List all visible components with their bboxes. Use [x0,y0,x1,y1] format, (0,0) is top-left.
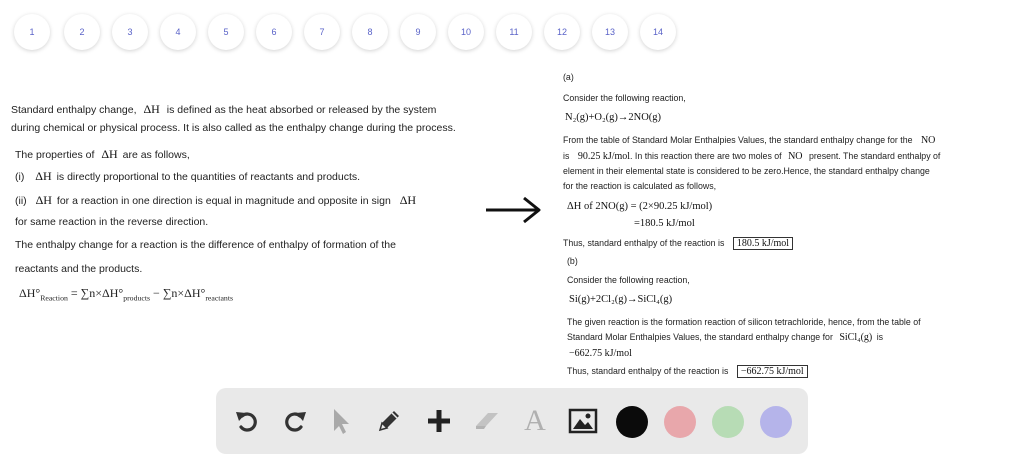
solution-b-line-1: The given reaction is the formation reaction of silicon tetrachloride, hence, from the table of [567,317,921,327]
redo-button[interactable] [278,404,312,438]
answer-a-box: 180.5 kJ/mol [733,237,793,250]
part-a-label: (a) [563,72,574,82]
add-button[interactable] [422,404,456,438]
eraser-icon [472,408,502,434]
pointer-button[interactable] [324,404,358,438]
property-item-2: (ii) ΔH for a reaction in one direction is equal in magnitude and opposite in sign ΔH [15,193,417,207]
page-2-button[interactable]: 2 [64,14,100,50]
page-4-button[interactable]: 4 [160,14,196,50]
difference-line-2: reactants and the products. [15,263,143,275]
definition-line-2: during chemical or physical process. It is also called as the enthalpy change during the process. [11,122,456,134]
image-icon [568,408,598,434]
property-item-1: (i) ΔH is directly proportional to the quantities of reactants and products. [15,169,361,183]
drawing-toolbar [216,388,808,454]
solution-b-line-2: Standard Molar Enthalpies Values, the standard enthalpy change for SiCl₄(g) is [567,332,884,343]
answer-b-line: Thus, standard enthalpy of the reaction is −662.75 kJ/mol [567,366,808,377]
color-purple-swatch[interactable] [760,406,792,438]
page-14-button[interactable]: 14 [640,14,676,50]
pointer-icon [328,406,354,436]
page-7-button[interactable]: 7 [304,14,340,50]
color-green-swatch[interactable] [712,406,744,438]
undo-icon [233,407,261,435]
definition-line-1: Standard enthalpy change, ΔH is defined as the heat absorbed or released by the system [11,102,437,116]
difference-line-1: The enthalpy change for a reaction is the difference of enthalpy of formation of the [15,239,396,251]
solution-a-line-1: From the table of Standard Molar Enthalpies Values, the standard enthalpy change for the NO [563,135,936,146]
image-button[interactable] [566,404,600,438]
answer-a-line: Thus, standard enthalpy of the reaction is 180.5 kJ/mol [563,238,793,249]
page-12-button[interactable]: 12 [544,14,580,50]
reaction-b: Si(g)+2Cl₂(g)→SiCl₄(g) [569,294,673,305]
redo-icon [281,407,309,435]
consider-b: Consider the following reaction, [567,275,690,285]
page-6-button[interactable]: 6 [256,14,292,50]
page-3-button[interactable]: 3 [112,14,148,50]
property-item-2-cont: for same reaction in the reverse direction. [15,216,209,228]
properties-heading: The properties of ΔH are as follows, [15,147,190,161]
eraser-button[interactable] [470,404,504,438]
page-9-button[interactable]: 9 [400,14,436,50]
pen-button[interactable] [372,404,406,438]
consider-a: Consider the following reaction, [563,93,686,103]
answer-b-box: −662.75 kJ/mol [737,365,808,378]
text-icon: A [524,404,546,437]
page-10-button[interactable]: 10 [448,14,484,50]
part-b-label: (b) [567,256,578,266]
reaction-a: N₂(g)+O₂(g)→2NO(g) [565,112,662,123]
solution-a-line-3: element in their elemental state is considered to be zero.Hence, the standard enthalpy change [563,166,930,176]
solution-a-line-4: for the reaction is calculated as follows, [563,181,717,191]
plus-icon [426,408,452,434]
page-1-button[interactable]: 1 [14,14,50,50]
solution-a-line-2: is 90.25 kJ/mol. In this reaction there are two moles of NO present. The standard enthalpy of [563,151,941,162]
calculation-line-2: =180.5 kJ/mol [634,218,695,229]
pen-icon [375,407,403,435]
color-black-swatch[interactable] [616,406,648,438]
undo-button[interactable] [230,404,264,438]
page-13-button[interactable]: 13 [592,14,628,50]
calculation-line-1: ΔH of 2NO(g) = (2×90.25 kJ/mol) [567,201,713,212]
page-8-button[interactable]: 8 [352,14,388,50]
solution-b-value: −662.75 kJ/mol [569,348,632,359]
right-arrow-icon [484,195,544,225]
text-tool-button[interactable] [518,404,552,438]
color-red-swatch[interactable] [664,406,696,438]
page-11-button[interactable]: 11 [496,14,532,50]
page-5-button[interactable]: 5 [208,14,244,50]
enthalpy-equation: $\Delta H^\circ_{Reaction} = \sum n\times\Delta H^\circ_{products} - \sum n\times\Delta H^\circ_{reactants}$ [19,286,234,303]
